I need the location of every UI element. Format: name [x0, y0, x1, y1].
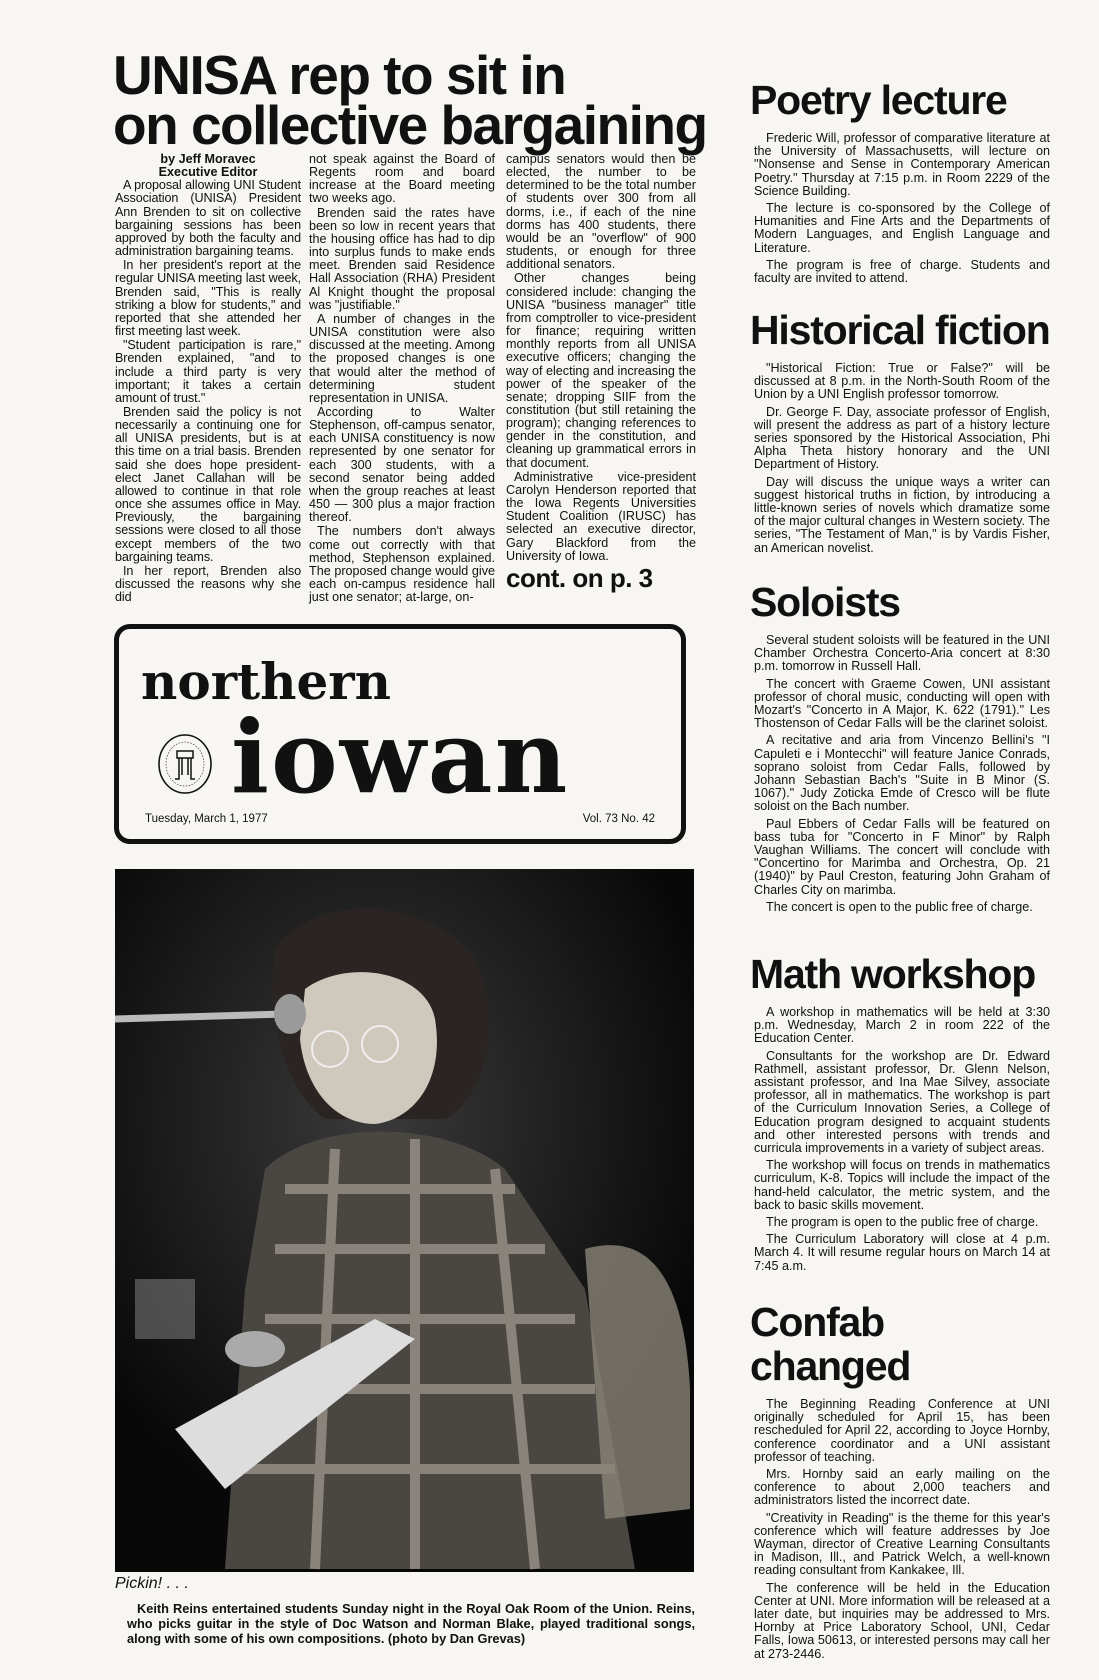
continued-on-page[interactable]: cont. on p. 3: [506, 562, 653, 593]
brief-soloists: [750, 579, 1050, 918]
brief-paragraph: The concert is open to the public free of charge.: [766, 899, 1033, 914]
brief-confab-changed: [750, 1299, 1050, 1665]
brief-paragraph: The conference will be held in the Education Center at UNI. More information will be released at a later date, but inquiries may be addressed to Mrs. Hornby at Price Laboratory School, UNI, Cedar Falls, Iowa 50613, or interested persons may call her at 273-2446.: [754, 1580, 1050, 1661]
main-headline: [113, 44, 713, 156]
brief-paragraph: Several student soloists will be featured in the UNI Chamber Orchestra Concerto-Aria concert at 8:30 p.m. tomorrow in Russell Hall.: [754, 633, 1050, 674]
article-paragraph: "Student participation is rare," Brenden explained, "and to include a third party is very important; it takes a certain amount of trust.": [115, 338, 301, 405]
article-column-1: [115, 153, 301, 604]
brief-heading: Soloists: [750, 579, 900, 625]
photo-title: Pickin! . . .: [115, 1575, 189, 1592]
article-paragraph: A proposal allowing UNI Student Association (UNISA) President Ann Brenden to sit on collective bargaining sessions has been approved by both the faculty and administration bargaining teams.: [115, 178, 301, 259]
brief-paragraph: A recitative and aria from Vincenzo Bellini's "I Capuleti e i Montecchi" will feature Janice Conrads, soprano soloist from Cedar Falls, followed by Johann Sebastian Bach's "Suite in B Minor (S. 1067)." Judy Zoticka Emde of Cresco will be flute soloist on the Bach number.: [754, 733, 1050, 814]
concert-photo: [115, 869, 694, 1572]
brief-heading: Historical fiction: [750, 307, 1050, 353]
headline-line: on collective bargaining: [113, 94, 707, 156]
university-seal-icon: [157, 733, 213, 795]
brief-paragraph: Mrs. Hornby said an early mailing on the conference to about 2,000 teachers and administrators listed the incorrect date.: [754, 1467, 1050, 1508]
brief-math-workshop: [750, 951, 1050, 1277]
masthead-title-northern: northern: [141, 652, 391, 711]
brief-paragraph: Consultants for the workshop are Dr. Edward Rathmell, assistant professor, Dr. Glenn Nelson, assistant professor, and Ina Mae Silvey, associate professor, all in mathematics. The workshop is part of the Curriculum Innovation Series, a College of Education program designed to acquaint students and other interested persons with trends and curricula improvements in a variety of subject areas.: [754, 1048, 1050, 1156]
brief-historical-fiction: [750, 307, 1050, 559]
brief-poetry-lecture: [750, 77, 1050, 289]
brief-paragraph: The Curriculum Laboratory will close at 4 p.m. March 4. It will resume regular hours on March 14 at 7:45 a.m.: [754, 1232, 1050, 1273]
brief-heading: Confab changed: [750, 1299, 911, 1389]
article-paragraph: Other changes being considered include: changing the UNISA "business manager" title from comptroller to vice-president for finance; requiring written monthly reports from all UNISA executive officers; changing the way of electing and increasing the power of the speaker of the senate; dropping SIIF from the constitution (but still retaining the program); changing references to gender in the constitution, and cleaning up grammatical errors in that document.: [506, 271, 696, 470]
headline-line: UNISA rep to sit in: [113, 44, 566, 106]
brief-paragraph: "Creativity in Reading" is the theme for this year's conference which will feature addresses by Joe Wayman, director of Creative Learning Consultants in Madison, Ill., and Patrick Welch, a well-known reading consultant from Kankakee, Ill.: [754, 1510, 1050, 1578]
article-paragraph: not speak against the Board of Regents room and board increase at the Board meeting two weeks ago.: [309, 152, 495, 206]
article-paragraph: According to Walter Stephenson, off-campus senator, each UNISA constituency is now represented by one senator for each 300 students, with a second senator being added when the group reaches at least 450 — 300 plus a major fraction thereof.: [309, 404, 495, 525]
brief-heading: Math workshop: [750, 951, 1036, 997]
article-paragraph: Brenden said the policy is not necessarily a continuing one for all UNISA presidents, but is at this time on a trial basis. Brenden said she does hope president-elect Janet Callahan will be allowed to continue in that role once she assumes office in May. Previously, the bargaining sessions were closed to all those except members of the two bargaining teams.: [115, 404, 301, 564]
masthead: [114, 624, 686, 844]
article-column-2: [309, 153, 495, 604]
brief-paragraph: Paul Ebbers of Cedar Falls will be featured on bass tuba for "Concerto in F Minor" by Ralph Vaughan Williams. The concert will conclude with "Concertino for Marimba and Orchestra, Op. 21 (1940)" by Paul Creston, featuring John Graham of Charles City on marimba.: [754, 816, 1050, 897]
article-paragraph: campus senators would then be elected, the number to be determined to be the total number of students over 300 from all dorms, i.e., if each of the nine dorms has 400 students, there would be an "overflow" of 900 students, or enough for three additional senators.: [506, 152, 696, 272]
article-column-3: [506, 153, 696, 593]
brief-paragraph: The Beginning Reading Conference at UNI originally scheduled for April 15, has been rescheduled for April 22, according to Joyce Hornby, conference coordinator and a UNI assistant professor of teaching.: [754, 1397, 1050, 1464]
brief-paragraph: The lecture is co-sponsored by the College of Humanities and Fine Arts and the Departments of Modern Languages, and English Language and Literature.: [754, 201, 1050, 255]
byline-author: by Jeff Moravec: [160, 152, 256, 166]
brief-paragraph: "Historical Fiction: True or False?" will be discussed at 8 p.m. in the North-South Room of the Union by a UNI English professor tomorrow.: [754, 361, 1050, 402]
issue-volume: Vol. 73 No. 42: [582, 813, 655, 825]
musician-photo-image: [115, 869, 694, 1572]
article-paragraph: Administrative vice-president Carolyn Henderson reported that the Iowa Regents Universities Student Coalition (IRUSC) has selected an executive director, Gary Blackford from the University of Iowa.: [506, 469, 696, 563]
issue-date: Tuesday, March 1, 1977: [145, 813, 268, 825]
article-paragraph: In her report, Brenden also discussed the reasons why she did: [115, 563, 301, 605]
article-paragraph: The numbers don't always come out correctly with that method, Stephenson explained. The proposed change would give each on-campus residence hall just one senator; at-large, on-: [309, 524, 495, 605]
photo-caption: Keith Reins entertained students Sunday night in the Royal Oak Room of the Union. Reins, who picks guitar in the style of Doc Watson and Norman Blake, played traditional songs, along with some of his own compositions. (photo by Dan Grevas): [127, 1601, 695, 1646]
byline: [115, 153, 301, 179]
masthead-title-iowan: iowan: [231, 698, 570, 816]
brief-paragraph: Frederic Will, professor of comparative literature at the University of Massachusetts, will lecture on "Nonsense and Sense in Contemporary American Poetry." Thursday at 7:15 p.m. in Room 2229 of the Science Building.: [754, 131, 1050, 198]
brief-paragraph: The program is open to the public free of charge.: [766, 1215, 1039, 1230]
brief-paragraph: Dr. George F. Day, associate professor of English, will present the address as part of a history lecture series sponsored by the Historical Association, Phi Alpha Theta history honorary and the UNI Department of History.: [754, 404, 1050, 472]
byline-title: Executive Editor: [158, 165, 258, 180]
brief-heading: Poetry lecture: [750, 77, 1007, 123]
brief-paragraph: Day will discuss the unique ways a writer can suggest historical truths in fiction, by introducing a little-known series of novels which dramatize some of the major cultural changes in Western society. The series, "The Testament of Man," is by Vardis Fisher, an American novelist.: [754, 474, 1050, 555]
article-paragraph: Brenden said the rates have been so low in recent years that the housing office has had to dip into surplus funds to make ends meet. Brenden said Residence Hall Association (RHA) President Al Knight thought the proposal was "justifiable.": [309, 205, 495, 312]
article-paragraph: In her president's report at the regular UNISA meeting last week, Brenden said, "This is really striking a blow for students," and reported that she attended her first meeting last week.: [115, 258, 301, 339]
brief-paragraph: The program is free of charge. Students and faculty are invited to attend.: [754, 257, 1050, 286]
article-paragraph: A number of changes in the UNISA constitution were also discussed at the meeting. Among the proposed changes is one that would alter the method of determining student representation in UNISA.: [309, 311, 495, 405]
brief-paragraph: The concert with Graeme Cowen, UNI assistant professor of choral music, conducting will open with Mozart's "Concerto in A Major, K. 622 (1791)." Les Thostenson of Cedar Falls will be the clarinet soloist.: [754, 676, 1050, 731]
brief-paragraph: The workshop will focus on trends in mathematics curriculum, K-8. Topics will include the impact of the hand-held calculator, the metric system, and the back to basic skills movement.: [754, 1158, 1050, 1212]
brief-paragraph: A workshop in mathematics will be held at 3:30 p.m. Wednesday, March 2 in room 222 of the Education Center.: [754, 1005, 1050, 1046]
